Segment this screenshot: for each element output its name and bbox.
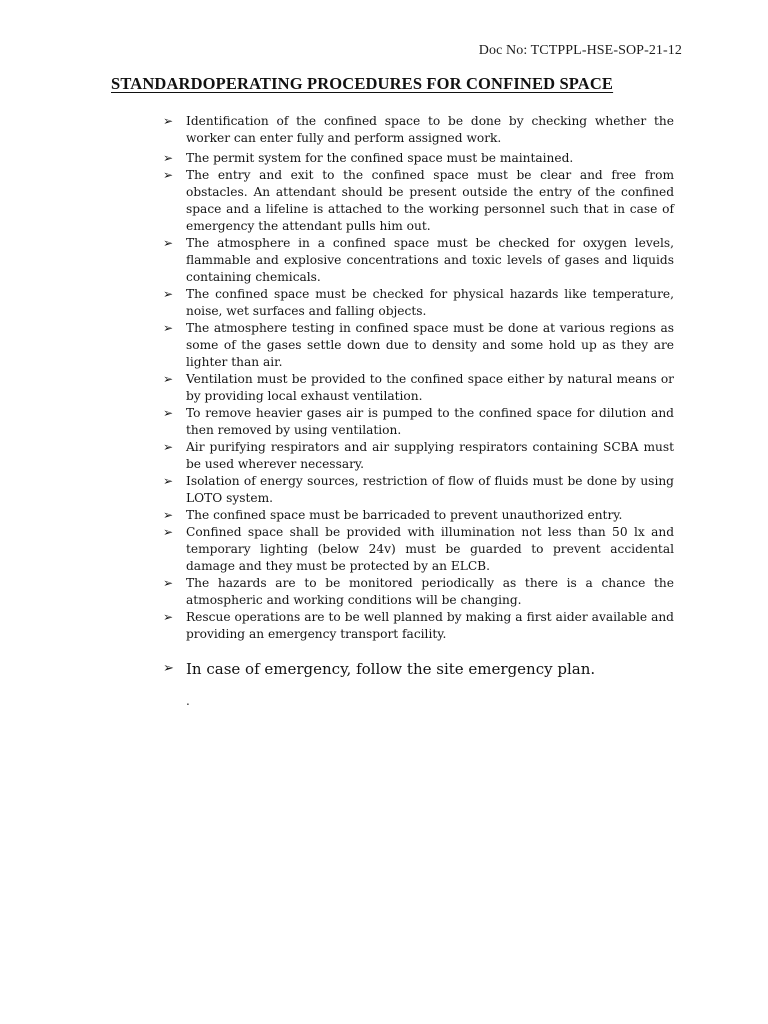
list-item (162, 286, 674, 320)
arrow-bullet-icon: ➢ (163, 151, 174, 165)
arrow-bullet-icon: ➢ (163, 372, 174, 386)
list-item-text: The atmosphere in a confined space must be checked for oxygen levels, flammable and explosive concentrations and toxic levels of gases and liquids containing chemicals. (186, 236, 674, 284)
list-item-text: To remove heavier gases air is pumped to the confined space for dilution and then removed by using ventilation. (186, 406, 674, 437)
arrow-bullet-icon: ➢ (163, 610, 174, 624)
list-item-text: The hazards are to be monitored periodically as there is a chance the atmospheric and working conditions will be changing. (186, 576, 674, 607)
list-item (162, 405, 674, 439)
arrow-bullet-icon: ➢ (163, 508, 174, 522)
procedure-list (162, 113, 674, 643)
list-item (162, 371, 674, 405)
list-item (162, 524, 674, 575)
arrow-bullet-icon: ➢ (163, 474, 174, 488)
emergency-note (162, 658, 706, 680)
list-item-text: Rescue operations are to be well planned by making a first aider available and providing an emergency transport facility. (186, 610, 674, 641)
list-item (162, 167, 674, 235)
emergency-note-text: In case of emergency, follow the site emergency plan. (186, 660, 596, 678)
list-item (162, 473, 674, 507)
list-item-text: The atmosphere testing in confined space must be done at various regions as some of the gases settle down due to density and some hold up as they are lighter than air. (186, 321, 674, 369)
arrow-bullet-icon: ➢ (163, 576, 174, 590)
arrow-bullet-icon: ➢ (163, 406, 174, 420)
list-item (162, 507, 674, 524)
page-title: STANDARDOPERATING PROCEDURES FOR CONFINED SPACE (111, 74, 614, 93)
list-item-text: The confined space must be checked for physical hazards like temperature, noise, wet surfaces and falling objects. (186, 287, 674, 318)
arrow-bullet-icon: ➢ (163, 236, 174, 250)
list-item-text: Identification of the confined space to be done by checking whether the worker can enter fully and perform assigned work. (186, 114, 674, 145)
doc-number: Doc No: TCTPPL-HSE-SOP-21-12 (478, 43, 682, 58)
list-item (162, 113, 674, 147)
arrow-bullet-icon: ➢ (163, 168, 174, 182)
arrow-bullet-icon: ➢ (163, 321, 174, 335)
arrow-bullet-icon: ➢ (163, 525, 174, 539)
list-item (162, 575, 674, 609)
list-item-text: The entry and exit to the confined space must be clear and free from obstacles. An attendant should be present outside the entry of the confined space and a lifeline is attached to the working personnel such that in case of emergency the attendant pulls him out. (186, 168, 674, 233)
arrow-bullet-icon: ➢ (163, 661, 174, 676)
list-item-text: Isolation of energy sources, restriction of flow of fluids must be done by using LOTO system. (186, 474, 674, 505)
list-item (162, 609, 674, 643)
list-item-text: The confined space must be barricaded to prevent unauthorized entry. (186, 508, 623, 522)
list-item-text: Ventilation must be provided to the confined space either by natural means or by providing local exhaust ventilation. (186, 372, 674, 403)
list-item-text: The permit system for the confined space must be maintained. (186, 151, 574, 165)
list-item (162, 320, 674, 371)
list-item-text: Air purifying respirators and air supplying respirators containing SCBA must be used wherever necessary. (186, 440, 674, 471)
list-item (162, 439, 674, 473)
list-item-text: Confined space shall be provided with illumination not less than 50 lx and temporary lighting (below 24v) must be guarded to prevent accidental damage and they must be protected by an ELCB. (186, 525, 674, 573)
list-item (162, 150, 674, 167)
trailing-mark: . (186, 694, 190, 708)
arrow-bullet-icon: ➢ (163, 114, 174, 128)
list-item (162, 235, 674, 286)
arrow-bullet-icon: ➢ (163, 440, 174, 454)
arrow-bullet-icon: ➢ (163, 287, 174, 301)
